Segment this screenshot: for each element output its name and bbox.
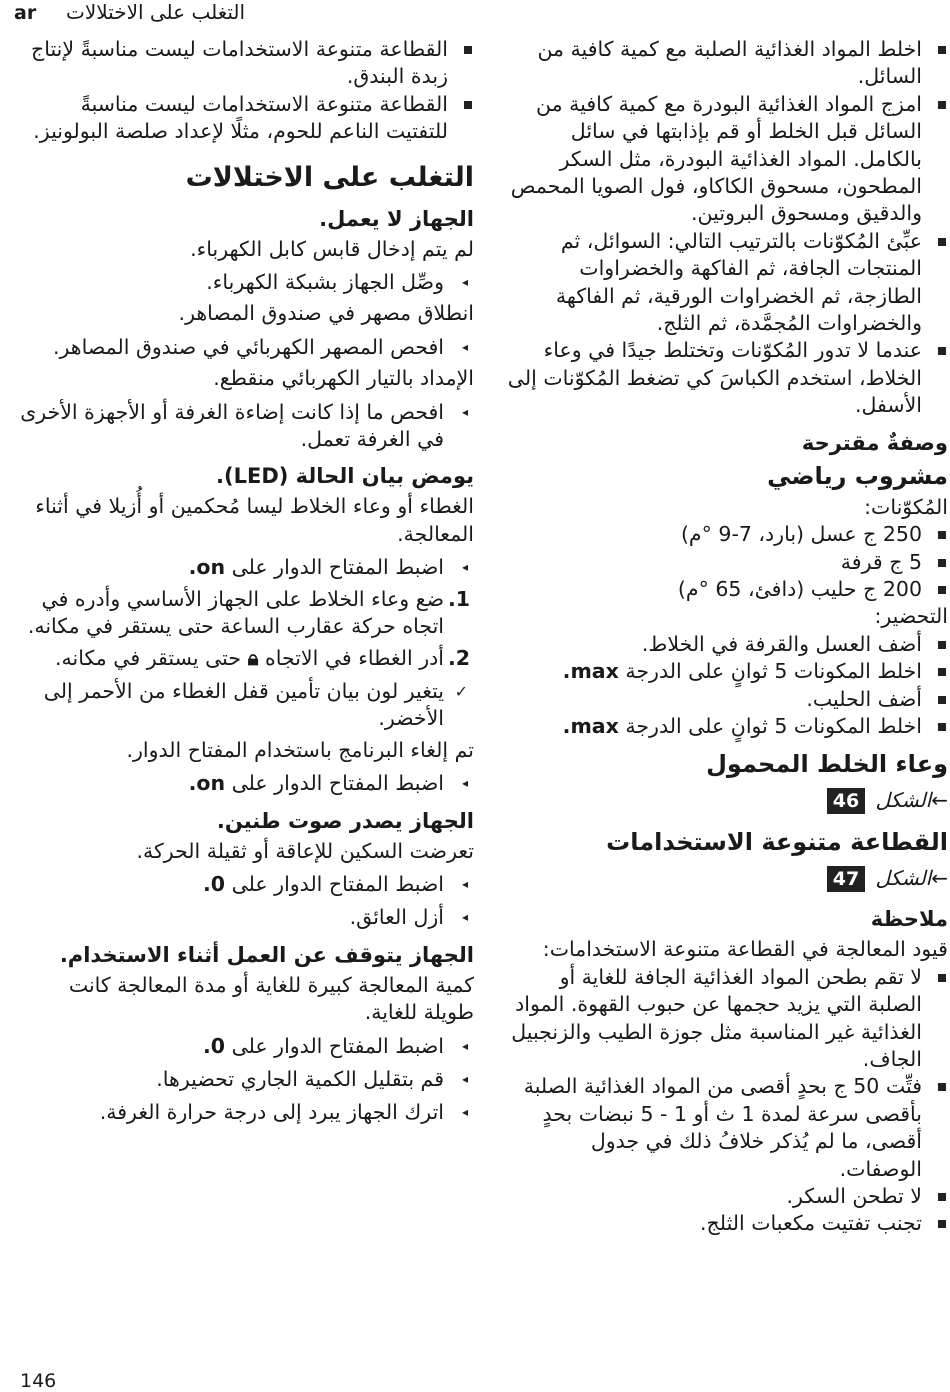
square-bullet-icon [938, 559, 946, 567]
triangle-bullet-icon: ◂ [461, 910, 468, 925]
note-intro: قيود المعالجة في القطاعة متنوعة الاستخدامات: [542, 937, 948, 962]
square-bullet-icon [938, 531, 946, 539]
problem-title: الجهاز يصدر صوت طنين. [216, 808, 474, 833]
list-item: لا تقم بطحن المواد الغذائية الجافة للغاية أو الصلبة التي يزيد حجمها عن حبوب القهوة. المواد الغذائية غير المناسبة مثل جوزة الطيب والزنجبيل الجاف. [505, 964, 948, 1074]
remedy-item: ◂ اضبط المفتاح الدوار على on. [20, 554, 474, 581]
list-item: القطاعة متنوعة الاستخدامات ليست مناسبةً للتفتيت الناعم للحوم، مثلًا لإعداد صلصة البولونيز. [20, 91, 474, 146]
problem-title: يومض بيان الحالة (LED). [216, 464, 474, 489]
list-item: أضف العسل والقرفة في الخلاط. [505, 631, 948, 658]
square-bullet-icon [938, 974, 946, 982]
step-item: 1. ضع وعاء الخلاط على الجهاز الأساسي وأدره في اتجاه حركة عقارب الساعة حتى يستقر في مكانه. [27, 586, 470, 639]
triangle-bullet-icon: ◂ [461, 560, 468, 575]
section-heading: التغلب على الاختلالات [185, 161, 474, 193]
arrow-icon: ← [931, 788, 948, 813]
square-bullet-icon [938, 238, 946, 246]
square-bullet-icon [938, 1193, 946, 1201]
list-item: اخلط المواد الغذائية الصلبة مع كمية كافية من السائل. [505, 36, 948, 91]
remedy-item: ◂ وصِّل الجهاز بشبكة الكهرباء. [20, 269, 474, 296]
list-item: 5 ج قرفة [505, 549, 948, 576]
list-item: القطاعة متنوعة الاستخدامات ليست مناسبةً لإنتاج زبدة البندق. [20, 36, 474, 91]
square-bullet-icon [938, 696, 946, 704]
triangle-bullet-icon: ◂ [461, 1038, 468, 1053]
step-item: 2. أدر الغطاء في الاتجاه 🔒︎ حتى يستقر في مكانه. [55, 645, 470, 670]
recipe-heading: وصفةٌ مقترحة [801, 430, 948, 455]
running-title: التغلب على الاختلالات [66, 0, 246, 24]
square-bullet-icon [938, 347, 946, 355]
list-item: امزج المواد الغذائية البودرة مع كمية كافية من السائل قبل الخلط أو قم بإذابتها في سائل بالكامل. المواد الغذائية البودرة، مثل السكر المطحون، مسحوق الكاكاو، فول الصويا المحمص والدقيق ومسحوق البروتين. [505, 91, 948, 228]
triangle-bullet-icon: ◂ [461, 1105, 468, 1120]
square-bullet-icon [464, 101, 472, 109]
remedy-item: ◂ قم بتقليل الكمية الجاري تحضيرها. [20, 1066, 474, 1093]
square-bullet-icon [464, 46, 472, 54]
check-icon: ✓ [454, 681, 468, 701]
cause-text: كمية المعالجة كبيرة للغاية أو مدة المعالجة كانت طويلة للغاية. [68, 972, 474, 1025]
page-header [0, 0, 950, 30]
ingredients-label: المُكوّنات: [864, 494, 948, 519]
cause-text: تعرضت السكين للإعاقة أو ثقيلة الحركة. [136, 838, 474, 863]
remedy-item: ◂ أزل العائق. [20, 904, 474, 931]
list-item: اخلط المكونات 5 ثوانٍ على الدرجة max. [505, 713, 948, 740]
triangle-bullet-icon: ◂ [461, 275, 468, 290]
cause-text: الإمداد بالتيار الكهربائي منقطع. [213, 366, 474, 391]
list-item: تجنب تفتيت مكعبات الثلج. [505, 1210, 948, 1237]
square-bullet-icon [938, 1220, 946, 1228]
figure-reference: ←الشكل 46 [505, 784, 948, 816]
cause-text: انطلاق مصهر في صندوق المصاهر. [178, 301, 474, 326]
list-item: عندما لا تدور المُكوّنات وتختلط جيدًا في وعاء الخلاط، استخدم الكباسَ كي تضغط المُكوّنات إلى الأسفل. [505, 337, 948, 419]
square-bullet-icon [938, 46, 946, 54]
triangle-bullet-icon: ◂ [461, 876, 468, 891]
figure-number: 46 [827, 788, 865, 814]
portable-heading: وعاء الخلط المحمول [706, 750, 948, 779]
cause-text: تم إلغاء البرنامج باستخدام المفتاح الدوار. [126, 737, 474, 762]
remedy-item: ◂ افحص المصهر الكهربائي في صندوق المصاهر. [20, 334, 474, 361]
list-item: فتِّت 50 ج بحدٍ أقصى من المواد الغذائية الصلبة بأقصى سرعة لمدة 1 ث أو 1 - 5 نبضات بحدٍ أقصى، ما لم يُذكر خلافُ ذلك في جدول الوصفات. [505, 1073, 948, 1183]
cause-text: لم يتم إدخال قابس كابل الكهرباء. [190, 236, 474, 261]
triangle-bullet-icon: ◂ [461, 339, 468, 354]
square-bullet-icon [938, 586, 946, 594]
recipe-title: مشروب رياضي [767, 461, 948, 490]
page-number: 146 [20, 1370, 57, 1392]
remedy-item: ◂ اضبط المفتاح الدوار على 0. [20, 871, 474, 898]
list-item: عبِّئ المُكوّنات بالترتيب التالي: السوائل، ثم المنتجات الجافة، ثم الفاكهة والخضراوات الطازجة، ثم الخضراوات الورقية، ثم الفاكهة والخضراوات المُجمَّدة، ثم الثلج. [505, 228, 948, 338]
list-item: 200 ج حليب (دافئ، 65 °م) [505, 576, 948, 603]
list-item: اخلط المكونات 5 ثوانٍ على الدرجة max. [505, 658, 948, 685]
figure-reference: ←الشكل 47 [505, 862, 948, 894]
triangle-bullet-icon: ◂ [461, 404, 468, 419]
remedy-item: ◂ اضبط المفتاح الدوار على 0. [20, 1033, 474, 1060]
problem-title: الجهاز يتوقف عن العمل أثناء الاستخدام. [59, 942, 474, 967]
arrow-icon: ← [931, 866, 948, 891]
note-heading: ملاحظة [870, 907, 948, 932]
triangle-bullet-icon: ◂ [461, 1071, 468, 1086]
square-bullet-icon [938, 1083, 946, 1091]
cause-text: الغطاء أو وعاء الخلاط ليسا مُحكمين أو أُزيلا في أثناء المعالجة. [35, 494, 474, 546]
list-item: لا تطحن السكر. [505, 1183, 948, 1210]
list-item: 250 ج عسل (بارد، 7-9 °م) [505, 521, 948, 548]
square-bullet-icon [938, 101, 946, 109]
problem-title: الجهاز لا يعمل. [319, 206, 474, 231]
left-column [20, 36, 474, 1131]
square-bullet-icon [938, 723, 946, 731]
result-item: ✓ يتغير لون بيان تأمين قفل الغطاء من الأحمر إلى الأخضر. [43, 678, 468, 731]
remedy-item: ◂ اضبط المفتاح الدوار على on. [20, 770, 474, 797]
square-bullet-icon [938, 668, 946, 676]
remedy-item: ◂ افحص ما إذا كانت إضاءة الغرفة أو الأجهزة الأخرى في الغرفة تعمل. [20, 399, 468, 452]
list-item: أضف الحليب. [505, 686, 948, 713]
triangle-bullet-icon: ◂ [461, 776, 468, 791]
multi-heading: القطاعة متنوعة الاستخدامات [606, 828, 948, 857]
right-column [505, 36, 948, 1238]
prep-label: التحضير: [874, 604, 948, 629]
square-bullet-icon [938, 641, 946, 649]
figure-number: 47 [827, 866, 865, 892]
remedy-item: ◂ اترك الجهاز يبرد إلى درجة حرارة الغرفة. [20, 1099, 474, 1126]
language-code: ar [14, 2, 37, 24]
lock-icon: 🔒︎ [247, 645, 259, 670]
